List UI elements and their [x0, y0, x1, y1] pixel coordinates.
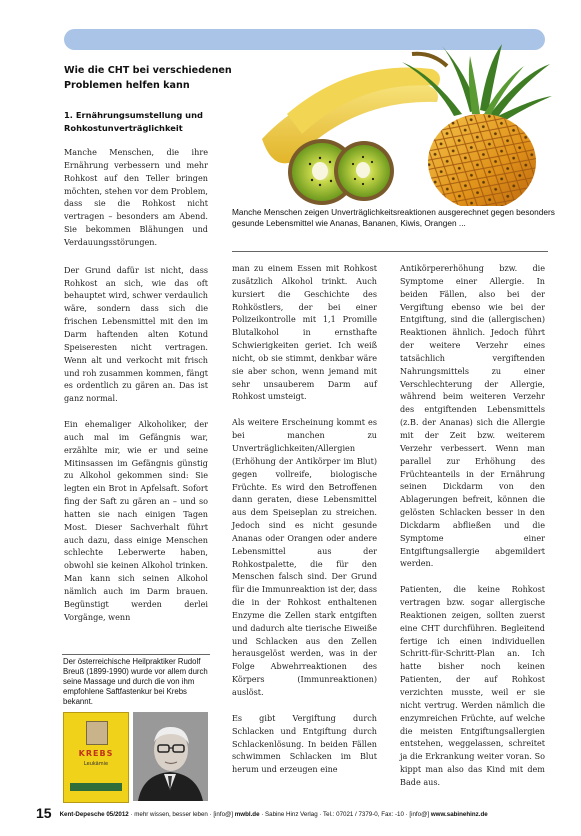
book-cover-portrait [86, 721, 108, 745]
text-column-2 [232, 262, 377, 789]
footer-publication: Kent-Depesche 05/2012 [59, 811, 129, 818]
paragraph: man zu einem Essen mit Rohkost zusätzlich Alkohol trinkt. Auch kursiert die Geschichte des Rohköstlers, der bei einer Polizeikontrolle mit 1,1 Promille Blutalkohol in ernsthafte Schwierigkeiten geriet. Ich weiß nicht, ob sie stimmt, denkbar wäre sie aber schon, wenn jemand mit sehr unsauberem Darm auf Rohkost umsteigt. [232, 263, 377, 402]
sidebox-text: Der österreichische Heilpraktiker Rudolf Breuß (1899-1990) wurde vor allem durch seine Massage und durch die von ihm empfohlene Saftfastenkur bei Krebs bekannt. [63, 657, 208, 706]
photo-caption: Manche Menschen zeigen Unverträglichkeitsreaktionen ausgerechnet gegen besonders gesunde Lebensmittel wie Ananas, Bananen, Kiwis, Orangen ... [232, 207, 555, 228]
footer-slogan: · mehr wissen, besser leben · [info@] [130, 811, 234, 818]
footer-link-mwbl[interactable]: mwbl.de [234, 811, 260, 818]
text-column-1 [64, 146, 208, 637]
footer-link-sabinehinz[interactable]: www.sabinehinz.de [430, 811, 488, 818]
sidebox-divider [62, 654, 210, 655]
book-cover-stripe [70, 783, 122, 791]
book-cover [63, 712, 129, 803]
paragraph: Manche Menschen, die ihre Ernährung verbessern und mehr Rohkost auf den Teller bringen möchten, stehen vor dem Problem, dass sie die Rohkost nicht vertragen – besonders am Abend. Sie bekommen Blähungen und Verdauungsstörungen. [64, 147, 208, 247]
book-cover-subtitle: Leukämie [83, 761, 109, 767]
book-cover-title: KREBS [78, 749, 114, 758]
fruit-photo [232, 44, 552, 206]
paragraph: Der Grund dafür ist nicht, dass Rohkost an sich, wie das oft behauptet wird, schwer verdaulich wäre, sondern dass sich die frischen Lebensmittel mit den im Darm haftenden alten Kotund Speiseresten nicht vertragen. Wenn alt und verkocht mit frisch und roh zusammen kommen, fängt es ordentlich zu gären an. Das ist ganz normal. [64, 264, 208, 404]
caption-divider [232, 251, 548, 252]
page-number: 15 [36, 805, 52, 821]
page-footer [36, 805, 556, 821]
paragraph: Als weitere Erscheinung kommt es bei manchen zu Unverträglichkeiten/Allergien (Erhöhung der Antikörper im Blut) gegen vollreife, biologische Früchte. Es wird den Betroffenen dann geraten, diese Lebensmittel aus dem Speiseplan zu streichen. Jedoch sind es nicht gesunde Ananas oder Orangen oder andere Lebensmittel aus der Rohkostpalette, die für den Menschen falsch sind. Der Grund für die Immunreaktion ist der, dass die in der Rohkost enthaltenen Enzyme die Zellen stark entgiften und dadurch alte tierische Eiweiße und Schlacken aus den Zellen herausgelöst werden, was in der Folge Abwehrreaktionen des Körpers (Immunreaktionen) auslöst. [232, 417, 377, 697]
paragraph: Antikörpererhöhung bzw. die Symptome einer Allergie. In beiden Fällen, also bei der Vergiftung ebenso wie bei der Entgiftung, sind die (allergischen) Reaktionen ähnlich. Jedoch führt der weitere Verzehr eines tatsächlich vergiftenden Nahrungsmittels zu einer Verschlechterung der Allergie, während beim weiteren Verzehr des entgiftenden Lebensmittels (z.B. der Ananas) sich die Allergie mit der Zeit bzw. weiterem Verzehr verbessert. Wenn man parallel zur Erhöhung des Früchteanteils in der Ernährung seinen Dickdarm von den Ablagerungen befreit, können die gelösten Schlacken besser in den Dickdarm abfließen und die Symptome einer Entgiftungsallergie abgemildert werden. [400, 263, 545, 569]
paragraph: Ein ehemaliger Alkoholiker, der auch mal im Gefängnis war, erzählte mir, wie er und seine Mitinsassen im Gefängnis günstig zu Alkohol gekommen sind: Sie legten ein Brot in Apfelsaft. Sofort fing der Saft zu gären an – und so hatten sie nach einigen Tagen Most. Dieser Sachverhalt führt auch dazu, dass einige Menschen schlechte Leberwerte haben, obwohl sie keinen Alkohol trinken. Man kann sich seinen Alkohol nämlich auch im Darm brauen. Begünstigt werden derlei Vorgänge, wenn [64, 419, 208, 622]
portrait-photo [133, 712, 208, 801]
paragraph: Es gibt Vergiftung durch Schlacken und Entgiftung durch Schlackenlösung. In beiden Fällen schwimmen Schlacken im Blut herum und erzeugen eine [232, 712, 377, 775]
paragraph: Patienten, die keine Rohkost vertragen bzw. sogar allergische Reaktionen zeigen, sollten zuerst eine CHT durchführen. Begleitend fertige ich einen individuellen Schritt-für-Schritt-Plan an. Ich hatte bisher noch keinen Patienten, der auf Rohkost verzichten musste, weil er sie nicht vertrug. Werden nämlich die enzymreichen Früchte, auf welche die meisten Entgiftungsallergien entstehen, weggelassen, schreitet ja die Erkrankung weiter voran. So kippt man also das Kind mit dem Bade aus. [400, 584, 545, 787]
article-heading: Wie die CHT bei verschiedenen Problemen helfen kann [64, 65, 232, 91]
section-subheading: 1. Ernährungsumstellung und Rohkostunverträglichkeit [64, 110, 203, 133]
text-column-3 [400, 262, 545, 802]
footer-contact: · Sabine Hinz Verlag · Tel.: 07021 / 7379-0, Fax: -10 · [info@] [261, 811, 430, 818]
